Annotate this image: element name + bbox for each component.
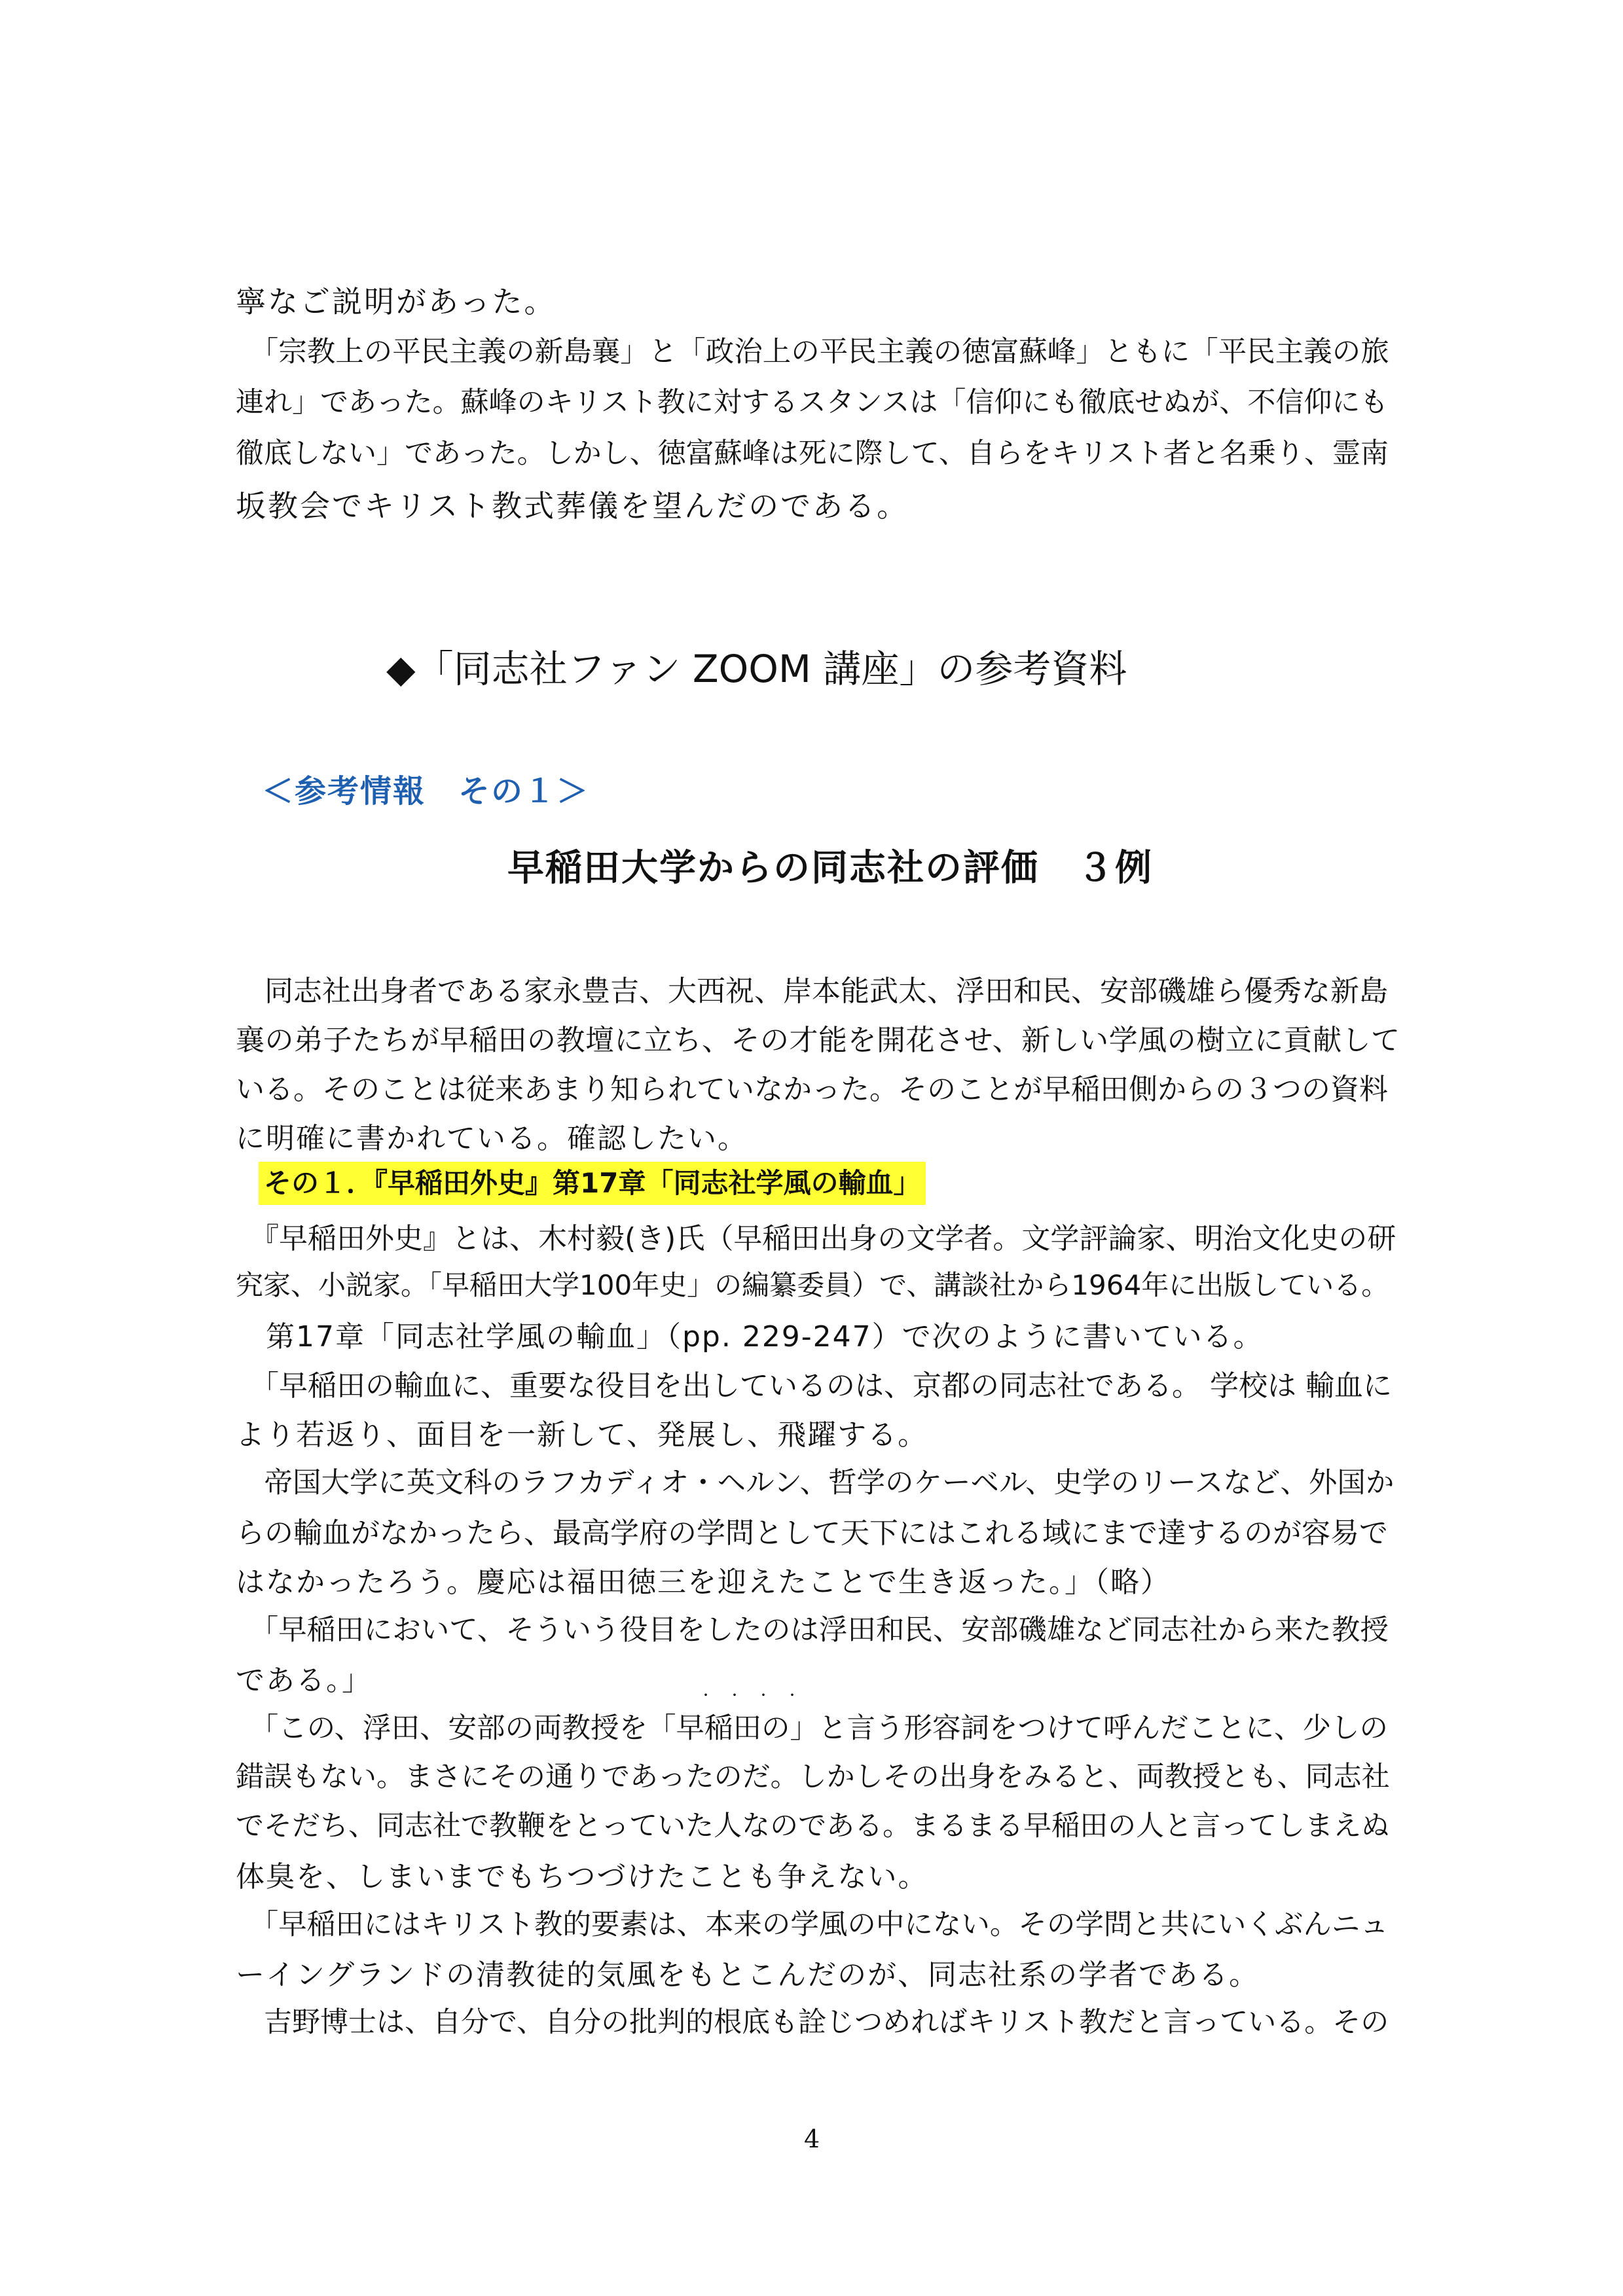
body-line: 「早稲田の輸血に、重要な役目を出しているのは、京都の同志社である。 学校は 輸血に [236,1369,1392,1403]
body-line: 帝国大学に英文科のラフカディオ・ヘルン、哲学のケーベル、史学のリースなど、外国か [236,1467,1395,1499]
body-line: 究家、小説家。「早稲田大学100年史」の編纂委員）で、講談社から1964年に出版している。 [236,1269,1389,1301]
body-line: 「この、浮田、安部の両教授を「早稲田の」と言う形容詞をつけて呼んだことに、少しの [236,1712,1389,1745]
section-title: ◆「同志社ファン ZOOM 講座」の参考資料 [386,647,1127,691]
intro-line: 「宗教上の平民主義の新島襄」と「政治上の平民主義の徳富蘇峰」ともに「平民主義の旅 [236,336,1389,368]
body-line: 「早稲田にはキリスト教的要素は、本来の学風の中にない。その学問と共にいくぶんニュ [236,1909,1389,1941]
body-line: はなかったろう。慶応は福田徳三を迎えたことで生き返った。」（略） [236,1566,1171,1599]
body-line: より若返り、面目を一新して、発展し、飛躍する。 [236,1418,928,1452]
reference-info-label: ＜参考情報 その１＞ [262,773,590,810]
intro-line: 連れ」であった。蘇峰のキリスト教に対するスタンスは「信仰にも徹底せぬが、不信仰にも [236,386,1389,419]
article-subtitle: 早稲田大学からの同志社の評価 ３例 [507,847,1153,889]
body-line: 第17章「同志社学風の輸血」（pp. 229-247）で次のように書いている。 [236,1320,1264,1354]
page-number: 4 [804,2125,820,2153]
intro-line: 寧なご説明があった。 [236,284,556,319]
body-line: いる。そのことは従来あまり知られていなかった。そのことが早稲田側からの３つの資料 [236,1073,1388,1106]
highlighted-heading: その１．『早稲田外史』第17章「同志社学風の輸血」 [259,1162,926,1205]
intro-line: 徹底しない」であった。しかし、徳富蘇峰は死に際して、自らをキリスト者と名乗り、霊南 [236,437,1389,470]
body-line: に明確に書かれている。確認したい。 [236,1122,748,1155]
body-line: ーイングランドの清教徒的気風をもとこんだのが、同志社系の学者である。 [236,1958,1260,1992]
body-line: 同志社出身者である家永豊吉、大西祝、岸本能武太、浮田和民、安部磯雄ら優秀な新島 [236,975,1388,1008]
intro-line: 坂教会でキリスト教式葬儀を望んだのである。 [236,488,909,524]
body-line: である。」 [236,1664,372,1697]
body-line: 錯誤もない。まさにその通りであったのだ。しかしその出身をみると、両教授とも、同志社 [236,1761,1390,1793]
body-line: 体臭を、しまいまでもちつづけたことも争えない。 [236,1860,928,1893]
body-line: 「早稲田において、そういう役目をしたのは浮田和民、安部磯雄など同志社から来た教授 [236,1614,1389,1647]
body-line: らの輸血がなかったら、最高学府の学問として天下にはこれる域にまで達するのが容易で [236,1516,1388,1550]
body-line: 襄の弟子たちが早稲田の教壇に立ち、その才能を開花させ、新しい学風の樹立に貢献して [236,1024,1400,1057]
body-line: 吉野博士は、自分で、自分の批判的根底も詮じつめればキリスト教だと言っている。その [236,2006,1389,2039]
body-line: でそだち、同志社で教鞭をとっていた人なのである。まるまる早稲田の人と言ってしまえぬ [236,1810,1390,1842]
body-line: 『早稲田外史』とは、木村毅(き)氏（早稲田出身の文学者。文学評論家、明治文化史の研 [236,1222,1396,1255]
emphasis-dots: ・・・・ [699,1687,814,1703]
